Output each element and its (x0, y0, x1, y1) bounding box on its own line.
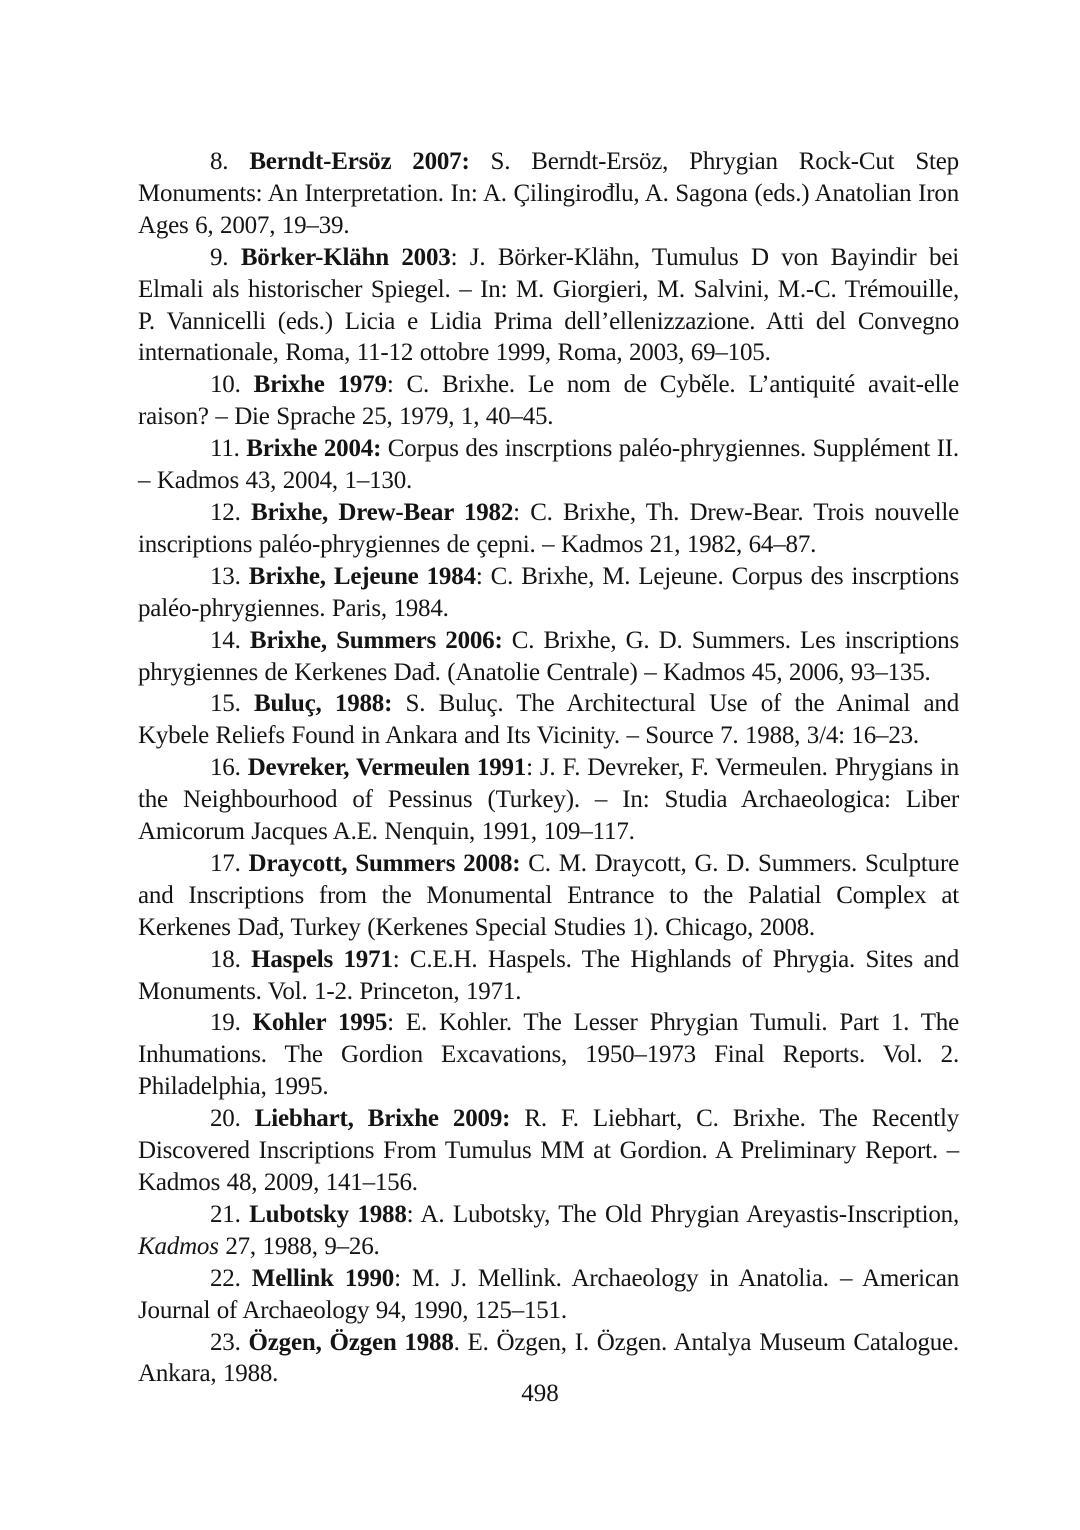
reference-entry (138, 944, 959, 1008)
reference-segment-plain: 9. (210, 243, 241, 271)
reference-entry (138, 1199, 959, 1263)
reference-segment-plain: 17. (210, 849, 249, 877)
reference-segment-plain: 19. (210, 1009, 253, 1037)
reference-segment-plain: C. Brixhe, G. D. Summers. Les inscriptions phrygiennes de Kerkenes Dađ. (Anatolie Centrale) – Kadmos 45, 2006, 93–135. (138, 626, 959, 686)
reference-segment-plain: 14. (210, 626, 250, 654)
reference-segment-plain: 18. (210, 945, 252, 973)
reference-entry (138, 146, 959, 242)
reference-segment-plain: 8. (210, 148, 250, 175)
reference-segment-plain: : E. Kohler. The Lesser Phrygian Tumuli. Part 1. The Inhumations. The Gordion Excavations, 1950–1973 Final Reports. Vol. 2. Philadelphia, 1995. (138, 1009, 959, 1101)
reference-list (138, 146, 959, 1390)
reference-entry (138, 497, 959, 561)
reference-segment-plain: 23. (210, 1328, 249, 1356)
reference-entry (138, 688, 959, 752)
reference-segment-plain: : M. J. Mellink. Archaeology in Anatolia. – American Journal of Archaeology 94, 1990, 125–151. (138, 1264, 960, 1324)
reference-segment-plain: 11. (210, 435, 247, 463)
reference-segment-plain: : J. F. Devreker, F. Vermeulen. Phrygians in the Neighbourhood of Pessinus (Turkey). – In: Studia Archaeologica: Liber Amicorum Jacques A.E. Nenquin, 1991, 109–117. (138, 754, 959, 846)
reference-segment-plain: 13. (210, 562, 249, 590)
reference-segment-bold: Buluç, 1988: (253, 690, 393, 718)
reference-segment-plain: 15. (210, 690, 254, 718)
reference-entry (138, 1007, 959, 1103)
reference-segment-plain: : J. Börker-Klähn, Tumulus D von Bayindir bei Elmali als historischer Spiegel. – In: M. Giorgieri, M. Salvini, M.-C. Trémouille, P. Vannicelli (eds.) Licia e Lidia Prima dell’ellenizzazione. Atti del Convegno internationale, Roma, 11-12 ottobre 1999, Roma, 2003, 69–105. (138, 243, 959, 367)
reference-entry (138, 561, 959, 625)
reference-segment-bold: Haspels 1971 (251, 945, 393, 973)
reference-segment-plain: C. M. Draycott, G. D. Summers. Sculpture and Inscriptions from the Monumental Entrance to the Palatial Complex at Kerkenes Dađ, Turkey (Kerkenes Special Studies 1). Chicago, 2008. (138, 849, 959, 941)
reference-segment-plain: S. Berndt-Ersöz, Phrygian Rock-Cut Step Monuments: An Interpretation. In: A. Çilingirođlu, A. Sagona (eds.) Anatolian Iron Ages 6, 2007, 19–39. (138, 148, 959, 239)
reference-segment-bold: Lubotsky 1988 (249, 1200, 407, 1228)
reference-entry (138, 752, 959, 848)
reference-segment-plain: 22. (210, 1264, 252, 1292)
reference-segment-bold: Brixhe 1979 (253, 371, 387, 399)
reference-segment-plain: 21. (210, 1200, 250, 1228)
reference-segment-plain: 10. (210, 371, 254, 399)
reference-segment-bold: Brixhe, Drew-Bear 1982 (250, 498, 514, 526)
reference-segment-plain: : C. Brixhe. Le nom de Cyběle. L’antiquité avait-elle raison? – Die Sprache 25, 1979, 1, 40–45. (138, 371, 959, 431)
reference-entry (138, 433, 959, 497)
reference-segment-bold: Kohler 1995 (252, 1009, 388, 1037)
reference-segment-plain: R. F. Liebhart, C. Brixhe. The Recently Discovered Inscriptions From Tumulus MM at Gordion. A Preliminary Report. – Kadmos 48, 2009, 141–156. (138, 1105, 960, 1196)
reference-segment-plain: . E. Özgen, I. Özgen. Antalya Museum Catalogue. Ankara, 1988. (138, 1328, 959, 1388)
reference-segment-plain: : C.E.H. Haspels. The Highlands of Phrygia. Sites and Monuments. Vol. 1-2. Princeton, 1971. (138, 945, 960, 1005)
reference-segment-bold: Devreker, Vermeulen 1991 (247, 754, 527, 782)
reference-segment-plain: 20. (210, 1105, 255, 1133)
reference-segment-bold: Berndt-Ersöz 2007: (249, 148, 470, 175)
reference-segment-plain: 12. (210, 498, 251, 526)
reference-segment-italic: Kadmos (138, 1232, 219, 1260)
reference-entry (138, 1103, 959, 1199)
reference-segment-plain: Corpus des inscrptions paléo-phrygiennes. Supplément II. – Kadmos 43, 2004, 1–130. (138, 435, 959, 495)
reference-entry (138, 848, 959, 944)
reference-segment-bold: Liebhart, Brixhe 2009: (254, 1105, 511, 1133)
reference-segment-plain: 27, 1988, 9–26. (218, 1232, 380, 1260)
reference-segment-bold: Özgen, Özgen 1988 (248, 1328, 454, 1356)
reference-segment-plain: 16. (210, 754, 248, 782)
reference-segment-bold: Draycott, Summers 2008: (248, 849, 521, 877)
reference-segment-bold: Mellink 1990 (251, 1264, 395, 1292)
reference-segment-bold: Brixhe, Summers 2006: (249, 626, 503, 654)
reference-segment-plain: : A. Lubotsky, The Old Phrygian Areyastis-Inscription, (406, 1200, 960, 1228)
reference-segment-plain: : C. Brixhe, Th. Drew-Bear. Trois nouvelle inscriptions paléo-phrygiennes de çepni. – Kadmos 21, 1982, 64–87. (138, 498, 959, 558)
reference-segment-bold: Börker-Klähn 2003 (240, 243, 451, 271)
reference-entry (138, 1263, 959, 1327)
page-number: 498 (521, 1380, 559, 1407)
reference-entry (138, 242, 959, 370)
reference-entry (138, 625, 959, 689)
reference-segment-plain: S. Buluç. The Architectural Use of the Animal and Kybele Reliefs Found in Ankara and Its Vicinity. – Source 7. 1988, 3/4: 16–23. (138, 690, 959, 750)
reference-segment-bold: Brixhe, Lejeune 1984 (248, 562, 476, 590)
reference-segment-plain: : C. Brixhe, M. Lejeune. Corpus des inscrptions paléo-phrygiennes. Paris, 1984. (138, 562, 959, 622)
reference-segment-bold: Brixhe 2004: (246, 435, 382, 463)
reference-entry (138, 369, 959, 433)
